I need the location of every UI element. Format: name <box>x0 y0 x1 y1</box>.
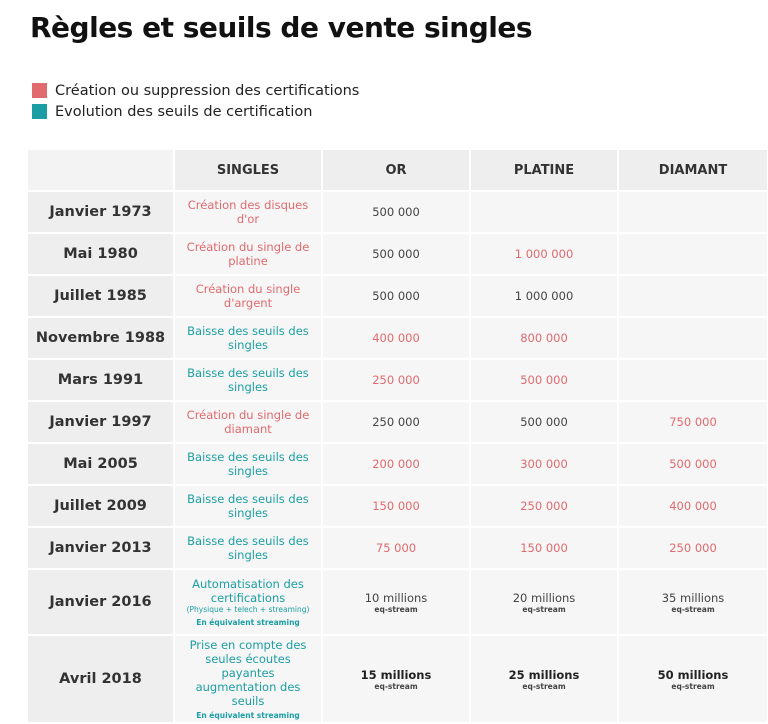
header-cell-empty <box>28 150 175 192</box>
value-unit: eq-stream <box>522 681 566 691</box>
value-cell-diamant <box>619 402 767 444</box>
value-text: 20 millions <box>512 590 576 605</box>
value-text: 1 000 000 <box>514 247 574 261</box>
value-cell-diamant <box>619 318 767 360</box>
event-text: Création du single d'argent <box>195 282 301 310</box>
value-text: 15 millions <box>360 667 432 682</box>
event-cell <box>175 276 323 318</box>
table-row <box>28 570 768 636</box>
event-subtext: (Physique + telech + streaming) <box>186 604 310 614</box>
table-body <box>28 192 768 724</box>
value-cell-platine <box>471 486 619 528</box>
value-cell-or <box>323 444 471 486</box>
value-cell-platine <box>471 276 619 318</box>
value-cell-platine <box>471 636 619 724</box>
date-cell: Janvier 2016 <box>28 570 175 636</box>
value-text: 400 000 <box>372 331 420 345</box>
value-cell-or <box>323 402 471 444</box>
value-cell-platine <box>471 570 619 636</box>
table-row <box>28 402 768 444</box>
value-cell-platine <box>471 360 619 402</box>
value-cell-or <box>323 276 471 318</box>
value-text: 250 000 <box>669 541 717 555</box>
value-text: 250 000 <box>372 373 420 387</box>
date-cell: Juillet 1985 <box>28 276 175 318</box>
header-cell-singles: SINGLES <box>175 150 323 192</box>
value-unit: eq-stream <box>522 604 566 614</box>
value-text: 150 000 <box>520 541 568 555</box>
value-cell-or <box>323 486 471 528</box>
value-cell-diamant <box>619 192 767 234</box>
value-cell-diamant <box>619 570 767 636</box>
value-cell-or <box>323 528 471 570</box>
legend-swatch-red <box>32 83 47 98</box>
value-cell-diamant <box>619 528 767 570</box>
certification-table <box>28 150 768 724</box>
header-cell-or: OR <box>323 150 471 192</box>
event-cell <box>175 192 323 234</box>
page-title: Règles et seuils de vente singles <box>30 11 532 44</box>
value-cell-or <box>323 360 471 402</box>
value-cell-diamant <box>619 360 767 402</box>
event-cell <box>175 318 323 360</box>
date-cell: Novembre 1988 <box>28 318 175 360</box>
value-cell-diamant <box>619 486 767 528</box>
value-text: 500 000 <box>520 415 568 429</box>
value-text: 200 000 <box>372 457 420 471</box>
value-cell-or <box>323 318 471 360</box>
event-text: Baisse des seuils des singles <box>187 324 309 352</box>
table-row <box>28 528 768 570</box>
date-cell: Juillet 2009 <box>28 486 175 528</box>
value-text: 250 000 <box>520 499 568 513</box>
event-text: Baisse des seuils des singles <box>187 450 309 478</box>
legend-swatch-teal <box>32 104 47 119</box>
legend-item-creation <box>32 80 359 101</box>
event-text: Baisse des seuils des singles <box>187 492 309 520</box>
date-cell: Janvier 1973 <box>28 192 175 234</box>
event-cell <box>175 402 323 444</box>
value-cell-or <box>323 234 471 276</box>
date-cell: Mai 2005 <box>28 444 175 486</box>
value-text: 500 000 <box>372 289 420 303</box>
value-cell-diamant <box>619 636 767 724</box>
value-cell-or <box>323 636 471 724</box>
event-note: En équivalent streaming <box>196 617 300 627</box>
date-cell: Janvier 2013 <box>28 528 175 570</box>
event-note: En équivalent streaming <box>196 710 300 720</box>
value-text: 75 000 <box>375 541 417 555</box>
value-text: 1 000 000 <box>514 289 574 303</box>
value-text: 500 000 <box>669 457 717 471</box>
value-cell-platine <box>471 192 619 234</box>
event-text: Automatisation des certifications <box>192 576 304 605</box>
legend <box>32 80 359 122</box>
value-cell-platine <box>471 528 619 570</box>
table-row <box>28 360 768 402</box>
event-text: Création du single de diamant <box>186 408 310 436</box>
value-unit: eq-stream <box>374 604 418 614</box>
event-cell <box>175 444 323 486</box>
event-text: Prise en compte des seules écoutes payantes augmentation des seuils <box>189 637 307 708</box>
value-text: 800 000 <box>520 331 568 345</box>
event-text: Baisse des seuils des singles <box>187 534 309 562</box>
value-text: 400 000 <box>669 499 717 513</box>
table-row <box>28 234 768 276</box>
header-cell-platine: PLATINE <box>471 150 619 192</box>
table-row <box>28 276 768 318</box>
value-text: 250 000 <box>372 415 420 429</box>
date-cell: Mai 1980 <box>28 234 175 276</box>
event-cell <box>175 234 323 276</box>
value-unit: eq-stream <box>671 681 715 691</box>
event-cell <box>175 636 323 724</box>
value-cell-platine <box>471 402 619 444</box>
event-cell <box>175 570 323 636</box>
value-cell-or <box>323 570 471 636</box>
value-text: 25 millions <box>508 667 580 682</box>
table-row <box>28 636 768 724</box>
event-text: Baisse des seuils des singles <box>187 366 309 394</box>
value-unit: eq-stream <box>671 604 715 614</box>
value-cell-diamant <box>619 276 767 318</box>
value-text: 35 millions <box>661 590 725 605</box>
value-text: 750 000 <box>669 415 717 429</box>
value-text: 500 000 <box>372 205 420 219</box>
value-text: 150 000 <box>372 499 420 513</box>
value-cell-platine <box>471 444 619 486</box>
legend-label: Création ou suppression des certifications <box>55 82 360 99</box>
header-cell-diamant: DIAMANT <box>619 150 767 192</box>
event-text: Création du single de platine <box>186 240 310 268</box>
value-cell-diamant <box>619 234 767 276</box>
table-row <box>28 486 768 528</box>
table-row <box>28 318 768 360</box>
event-cell <box>175 528 323 570</box>
value-text: 10 millions <box>364 590 428 605</box>
value-unit: eq-stream <box>374 681 418 691</box>
value-text: 500 000 <box>372 247 420 261</box>
date-cell: Mars 1991 <box>28 360 175 402</box>
value-cell-or <box>323 192 471 234</box>
legend-item-evolution <box>32 101 359 122</box>
date-cell: Avril 2018 <box>28 636 175 724</box>
value-cell-platine <box>471 318 619 360</box>
value-text: 500 000 <box>520 373 568 387</box>
value-text: 50 millions <box>657 667 729 682</box>
table-row <box>28 444 768 486</box>
event-text: Création des disques d'or <box>187 198 309 226</box>
value-cell-platine <box>471 234 619 276</box>
event-cell <box>175 360 323 402</box>
table-row <box>28 192 768 234</box>
event-cell <box>175 486 323 528</box>
date-cell: Janvier 1997 <box>28 402 175 444</box>
table-header-row <box>28 150 768 192</box>
value-text: 300 000 <box>520 457 568 471</box>
legend-label: Evolution des seuils de certification <box>55 103 313 120</box>
value-cell-diamant <box>619 444 767 486</box>
